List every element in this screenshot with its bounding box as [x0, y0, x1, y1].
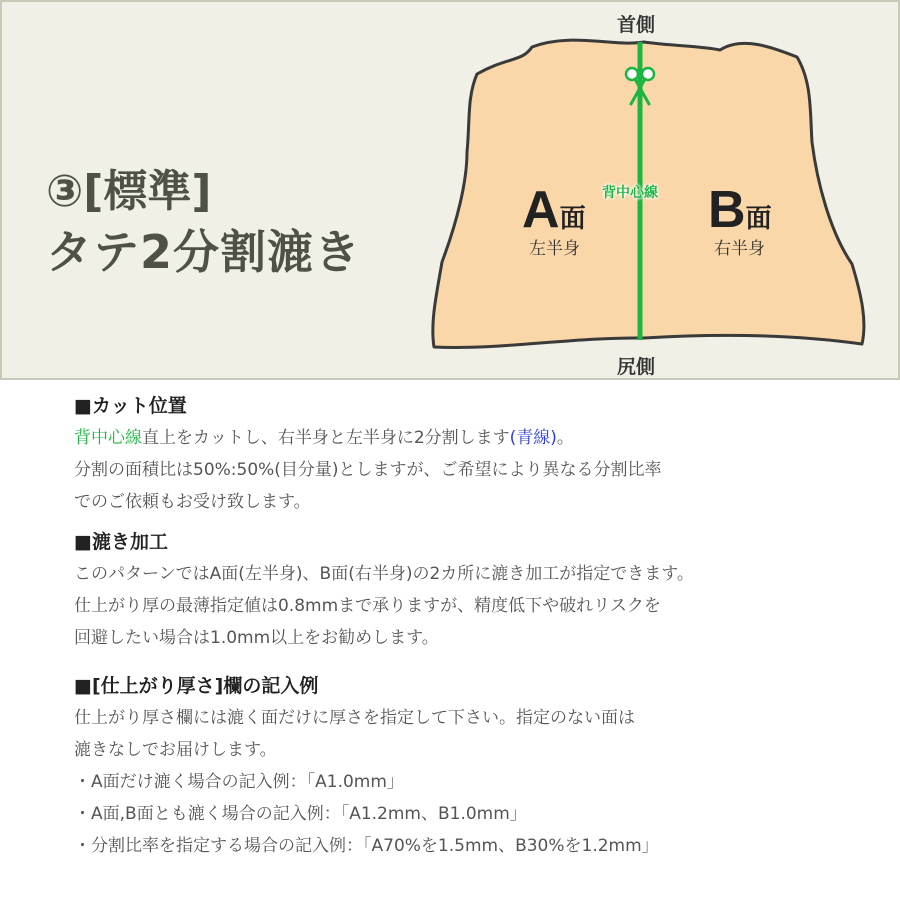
- entry-line-1: 仕上がり厚さ欄には漉く面だけに厚さを指定して下さい。指定のない面は: [74, 708, 635, 728]
- cut-line-1-end: 。: [556, 428, 574, 448]
- face-a-suffix: 面: [559, 204, 586, 234]
- cut-section-title: ■カット位置: [74, 395, 187, 417]
- face-b-label: [708, 180, 772, 240]
- cut-line-3: でのご依頼もお受け致します。: [74, 492, 311, 512]
- skiving-line-2: 仕上がり厚の最薄指定値は0.8mmまで承りますが、精度低下や破れリスクを: [74, 596, 661, 616]
- tail-side-label: 尻側: [617, 356, 656, 378]
- diagram-panel: [0, 0, 900, 380]
- entry-example-1: ・A面だけ漉く場合の記入例：「A1.0mm」: [74, 772, 404, 792]
- face-a-label: [522, 180, 586, 240]
- center-line-term: 背中心線: [74, 428, 142, 448]
- face-a-sub: 左半身: [529, 239, 580, 259]
- entry-section-title: ■[仕上がり厚さ]欄の記入例: [74, 675, 319, 697]
- cut-line-1: [74, 422, 884, 454]
- face-a-letter: A: [522, 181, 560, 239]
- cut-line-2: 分割の面積比は50%:50%(目分量)としますが、ご希望により異なる分割比率: [74, 460, 662, 480]
- heading-line1: ③[標準]: [46, 166, 212, 217]
- pattern-heading: [46, 162, 361, 282]
- description: [74, 390, 884, 862]
- skiving-line-1: このパターンではA面(左半身)、B面(右半身)の2カ所に漉き加工が指定できます。: [74, 564, 694, 584]
- entry-example-2: ・A面,B面とも漉く場合の記入例：「A1.2mm、B1.0mm」: [74, 804, 527, 824]
- entry-line-2: 漉きなしでお届けします。: [74, 740, 277, 760]
- neck-side-label: 首側: [617, 14, 656, 36]
- face-b-sub: 右半身: [714, 239, 765, 259]
- skiving-section-title: ■漉き加工: [74, 531, 168, 553]
- entry-example-3: ・分割比率を指定する場合の記入例：「A70%を1.5mm、B30%を1.2mm」: [74, 836, 659, 856]
- cut-line-1-text: 直上をカットし、右半身と左半身に2分割します: [142, 428, 510, 448]
- face-b-letter: B: [708, 181, 746, 239]
- hide-diagram: [412, 2, 882, 378]
- center-line-label: 背中心線: [602, 185, 658, 201]
- heading-line2: タテ2分割漉き: [46, 225, 362, 279]
- face-b-suffix: 面: [745, 204, 772, 234]
- skiving-line-3: 回避したい場合は1.0mm以上をお勧めします。: [74, 628, 439, 648]
- blue-line-note: (青線): [509, 428, 557, 448]
